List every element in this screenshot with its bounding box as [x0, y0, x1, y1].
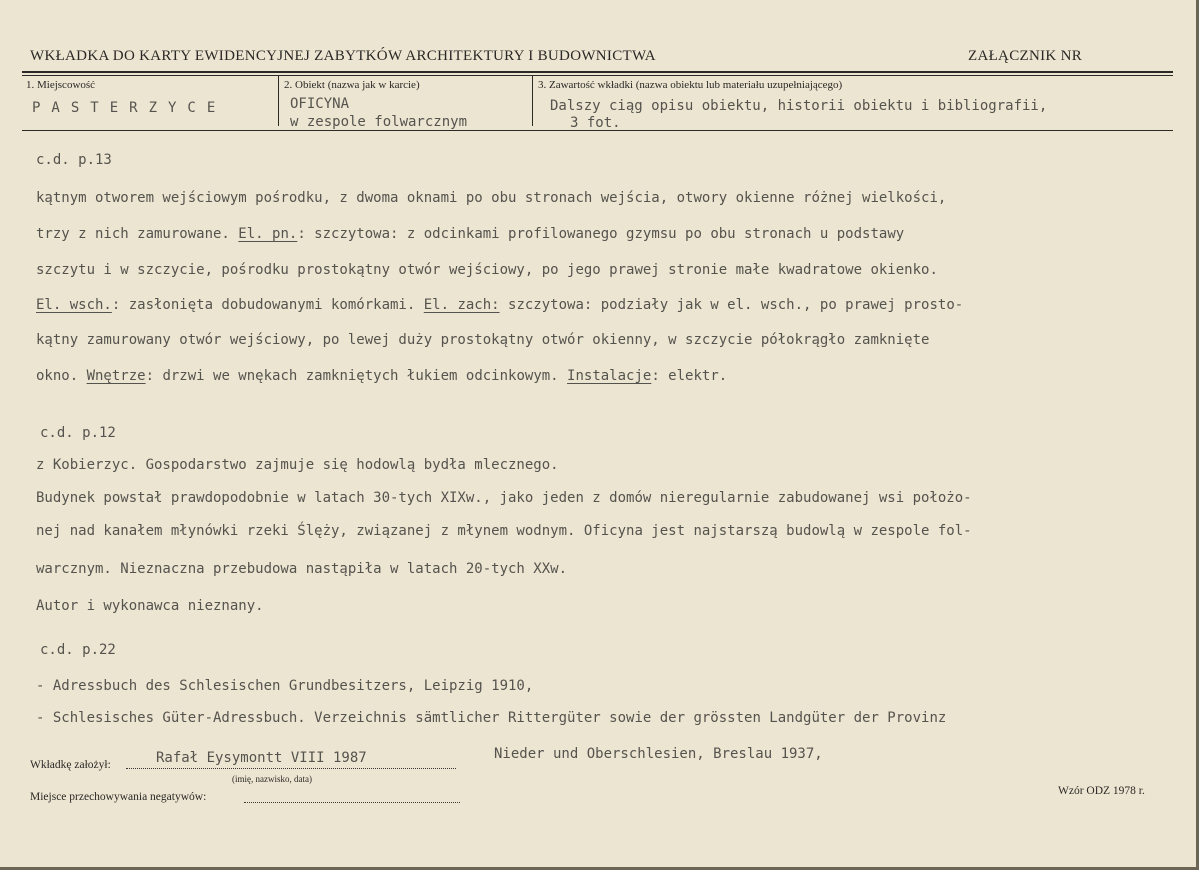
body-text: : zasłonięta dobudowanymi komórkami. — [111, 297, 424, 313]
body-text: : elektr. — [651, 368, 728, 384]
section-heading: c.d. p.13 — [36, 152, 112, 168]
header-rule-thin — [22, 75, 1173, 76]
object-value-line2: w zespole folwarcznym — [290, 114, 468, 130]
author-label: Wkładkę założył: — [30, 759, 111, 771]
body-line — [36, 297, 963, 313]
bibliography-entry-continued: Nieder und Oberschlesien, Breslau 1937, — [494, 746, 823, 762]
body-line: kątny zamurowany otwór wejściowy, po lewej duży prostokątny otwór okienny, w szczycie półokrągło zamknięte — [36, 332, 930, 348]
bibliography-entry: - Schlesisches Güter-Adressbuch. Verzeichnis sämtlicher Rittergüter sowie der grössten Landgüter der Provinz — [36, 710, 947, 726]
body-line: szczytu i w szczycie, pośrodku prostokątny otwór wejściowy, po jego prawej stronie małe kwadratowe okienko. — [36, 262, 938, 278]
annex-number-label: ZAŁĄCZNIK NR — [968, 48, 1083, 64]
author-dotted-line — [126, 768, 456, 769]
author-hint: (imię, nazwisko, data) — [232, 774, 312, 784]
body-text: szczytowa: podziały jak w el. wsch., po prawej prosto- — [499, 297, 964, 313]
bibliography-entry: - Adressbuch des Schlesischen Grundbesitzers, Leipzig 1910, — [36, 678, 534, 694]
body-line — [36, 226, 904, 242]
underlined-term: El. zach: — [423, 297, 500, 313]
body-line: warcznym. Nieznaczna przebudowa nastąpiła w latach 20-tych XXw. — [36, 561, 568, 577]
body-line: Autor i wykonawca nieznany. — [36, 598, 264, 614]
underlined-term: Wnętrze — [86, 368, 146, 384]
section-heading: c.d. p.12 — [40, 425, 116, 441]
author-value: Rafał Eysymontt VIII 1987 — [156, 750, 367, 766]
locality-label: 1. Miejscowość — [26, 79, 96, 91]
negatives-label: Miejsce przechowywania negatywów: — [30, 791, 207, 803]
field-divider-1 — [278, 76, 279, 126]
underlined-term: Instalacje — [567, 368, 652, 384]
body-text: okno. — [36, 368, 87, 384]
content-label: 3. Zawartość wkładki (nazwa obiektu lub materiału uzupełniającego) — [538, 79, 843, 91]
content-value-line1: Dalszy ciąg opisu obiektu, historii obiektu i bibliografii, — [550, 98, 1048, 114]
body-text: : szczytowa: z odcinkami profilowanego gzymsu po obu stronach u podstawy — [297, 226, 905, 242]
body-line — [36, 368, 727, 384]
field-divider-2 — [532, 76, 533, 126]
negatives-dotted-line — [244, 802, 460, 803]
card-title: WKŁADKA DO KARTY EWIDENCYJNEJ ZABYTKÓW ARCHITEKTURY I BUDOWNICTWA — [30, 48, 656, 64]
header-rule — [22, 71, 1173, 73]
body-line: Budynek powstał prawdopodobnie w latach 30-tych XIXw., jako jeden z domów nieregularnie zabudowanej wsi położo- — [36, 490, 972, 506]
body-text: : drzwi we wnękach zamkniętych łukiem odcinkowym. — [145, 368, 568, 384]
locality-value: PASTERZYCE — [32, 100, 227, 116]
body-line: nej nad kanałem młynówki rzeki Ślęży, związanej z młynem wodnym. Oficyna jest najstarszą budowlą w zespole fol- — [36, 523, 972, 539]
underlined-term: El. wsch. — [36, 297, 112, 313]
form-id: Wzór ODZ 1978 r. — [1058, 785, 1145, 797]
body-line: kątnym otworem wejściowym pośrodku, z dwoma oknami po obu stronach wejścia, otwory okienne różnej wielkości, — [36, 190, 947, 206]
body-line: z Kobierzyc. Gospodarstwo zajmuje się hodowlą bydła mlecznego. — [36, 457, 559, 473]
content-value-line2: 3 fot. — [570, 115, 621, 131]
object-value-line1: OFICYNA — [290, 96, 350, 112]
object-label: 2. Obiekt (nazwa jak w karcie) — [284, 79, 420, 91]
section-heading: c.d. p.22 — [40, 642, 116, 658]
body-text: trzy z nich zamurowane. — [36, 226, 239, 242]
underlined-term: El. pn. — [238, 226, 298, 242]
